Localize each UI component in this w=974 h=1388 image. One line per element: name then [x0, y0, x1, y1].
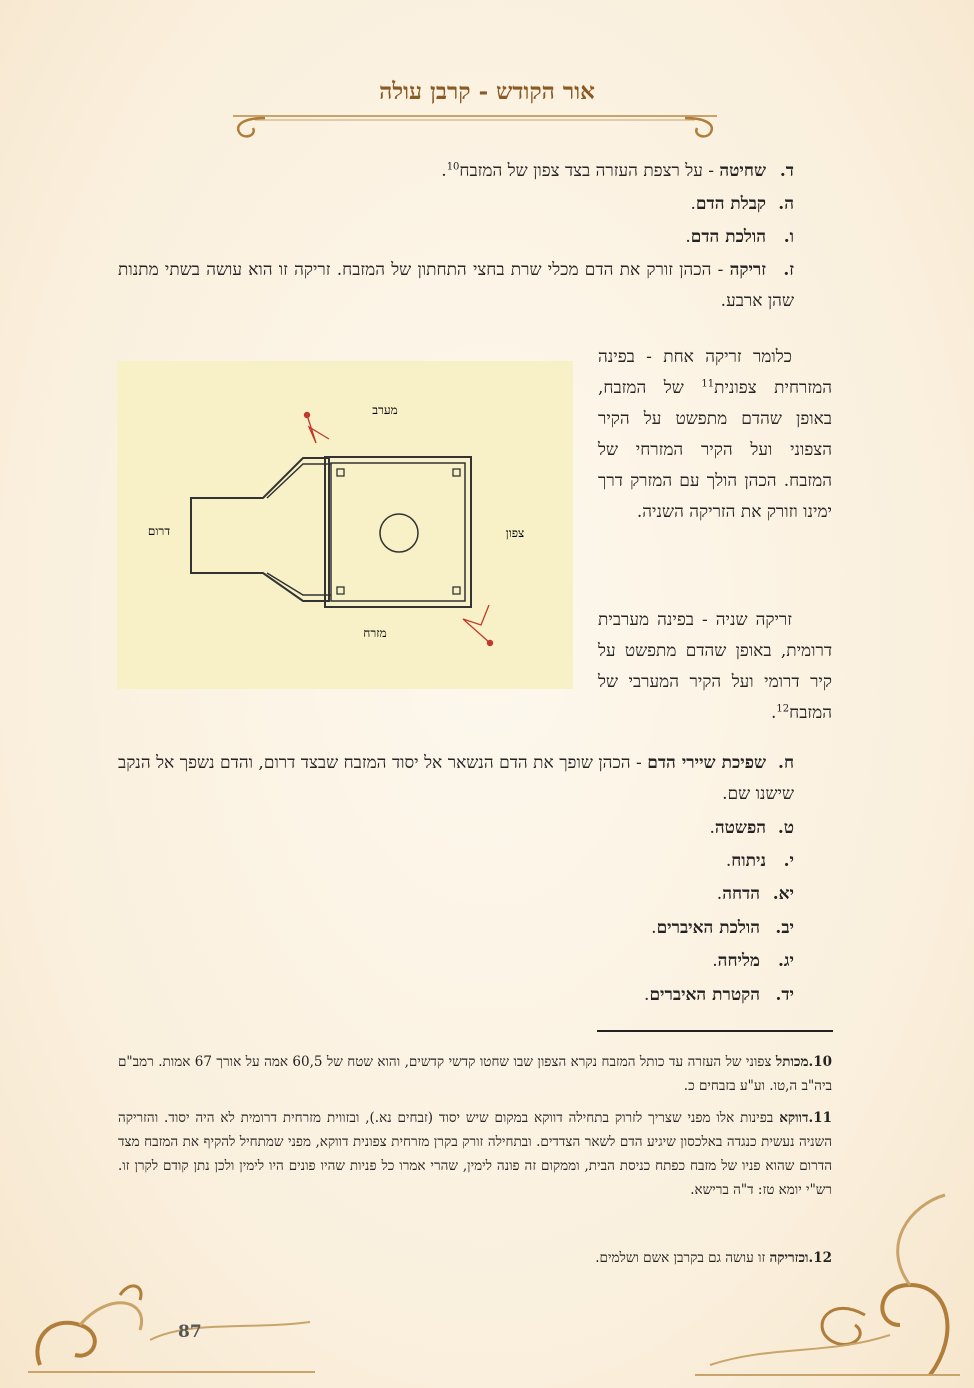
blood-sprinkle-bottom — [463, 605, 493, 646]
step-het: ח.שפיכת שיירי הדם - הכהן שופך את הדם הנשאר אל יסוד המזבח שבצד דרום, והדם נשפך אל הנקב שישנו שם. — [118, 753, 795, 804]
step-dalet: ד.שחיטה - על רצפת העזרה בצד צפון של המזבח$^{10}$. — [441, 161, 794, 181]
altar-inner — [331, 463, 465, 601]
footnote-divider — [597, 1030, 833, 1032]
page-number: 87 — [178, 1322, 202, 1342]
footnote-ref-10[interactable]: 10 — [446, 161, 460, 173]
footnote-12: 12.וכזריקה זו עושה גם בקרבן אשם ושלמים. — [595, 1250, 832, 1266]
label-west: מערב — [372, 403, 398, 417]
footnote-ref-11[interactable]: 11 — [701, 378, 715, 390]
step-yod-dalet: יד.הקטרת האיברים. — [644, 985, 794, 1005]
header-ornament-rule — [225, 110, 725, 142]
step-yod-alef: יא.הדחה. — [716, 884, 794, 904]
step-tet: ט.הפשטה. — [709, 818, 794, 838]
step-vav: ו.הולכת הדם. — [685, 227, 794, 247]
altar-ramp — [191, 458, 329, 601]
step-yod-bet: יב.הולכת האיברים. — [651, 918, 794, 938]
altar-diagram — [117, 361, 573, 689]
label-north: צפון — [505, 526, 525, 540]
altar-fire-circle — [380, 514, 418, 552]
page-title: אור הקודש - קרבן עולה — [379, 78, 595, 105]
footnote-11: 11.דווקא בפינות אלו מפני שצריך לזרוק בתחילה דווקא במקום שיש יסוד (זבחים נא.), ובזווית מזרחית דרומית לא היה יסוד. והזריקה השניה נעשית כנגדה באלכסון שיגיע הדם לשאר הצדדים. ובתחילה זורק בקרן מזרחית צפונית דווקא, מפני שמתחיל להקיף את המזבח מצד הדרום שהוא פניו של מזבח כפתח כניסת הבית, וממקום זה פונה לימין, שהרי אמרו כל פניות שהיו פונים היו לימין ולכן נתן קודם לקרן זו. רש"י יומא טז: ד"ה ברישא. — [118, 1110, 832, 1198]
altar-outer — [325, 457, 471, 607]
label-east: מזרח — [363, 626, 387, 640]
footnote-10: 10.מכותל צפוני של העזרה עד כותל המזבח נקרא הצפון שבו שחטו קדשי קדשים, והוא שטח של 60,5 אמה על אורך 67 אמות. רמב"ם ביה"ב ה,טו. וע"ע בזבחים כ. — [118, 1054, 832, 1094]
side-paragraph-2: זריקה שניה - בפינה מערבית דרומית, באופן שהדם מתפשט על קיר דרומי ועל הקיר המערבי של המזבח$^{12}$. — [598, 610, 832, 723]
label-south: דרום — [147, 524, 171, 538]
side-paragraph-1: כלומר זריקה אחת - בפינה המזרחית צפונית$^{11}$ של המזבח, באופן שהדם מתפשט על הקיר הצפוני ועל הקיר המזרחי של המזבח. הכהן הולך עם המזרק דרך ימינו וזורק את הזריקה השניה. — [598, 347, 832, 522]
footnote-ref-12[interactable]: 12 — [776, 703, 790, 715]
bottom-left-ornament — [20, 1270, 320, 1380]
blood-sprinkle-top — [304, 412, 329, 443]
step-zayin: ז.זריקה - הכהן זורק את הדם מכלי שרת בחצי התחתון של המזבח. זריקה זו הוא עושה בשתי מתנות שהן ארבע. — [118, 260, 794, 311]
step-he: ה.קבלת הדם. — [690, 194, 794, 214]
bottom-right-ornament — [690, 1175, 970, 1385]
step-yod-gimel: יג.מליחה. — [712, 951, 794, 971]
step-yod: י.ניתוח. — [725, 851, 794, 871]
